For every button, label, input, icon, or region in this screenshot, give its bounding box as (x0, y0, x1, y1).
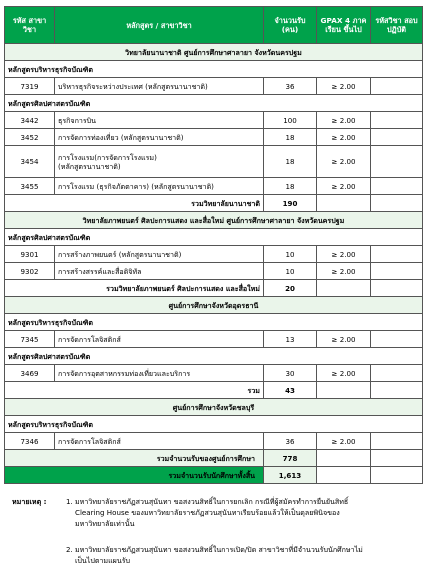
empty-cell (317, 467, 371, 484)
program-row (5, 95, 423, 112)
practical-exam-code (371, 263, 423, 280)
program-row (5, 416, 423, 433)
header-seats: จำนวนรับ (คน) (264, 7, 317, 44)
practical-exam-code (371, 365, 423, 382)
empty-cell (371, 195, 423, 212)
summary-row (5, 450, 423, 467)
program-title: หลักสูตรบริหารธุรกิจบัณฑิต (5, 314, 423, 331)
total-label: รวม (5, 382, 264, 399)
table-row (5, 331, 423, 348)
practical-exam-code (371, 246, 423, 263)
total-label: รวมวิทยาลัยนานาชาติ (5, 195, 264, 212)
empty-cell (371, 280, 423, 297)
major-name: การสร้างสรรค์และสื่อดิจิทัล (55, 263, 264, 280)
total-label: รวมวิทยาลัยภาพยนตร์ ศิลปะการแสดง และสื่อใหม่ (5, 280, 264, 297)
seat-count: 10 (264, 246, 317, 263)
empty-cell (317, 382, 371, 399)
summary-value: 778 (264, 450, 317, 467)
seat-count: 100 (264, 112, 317, 129)
gpax-requirement: ≥ 2.00 (317, 178, 371, 195)
total-value: 43 (264, 382, 317, 399)
practical-exam-code (371, 433, 423, 450)
empty-cell (371, 467, 423, 484)
practical-exam-code (371, 146, 423, 178)
total-row (5, 382, 423, 399)
note-number: 2. (66, 545, 73, 554)
major-code: 7346 (5, 433, 55, 450)
note-text: มหาวิทยาลัยราชภัฏสวนสุนันทา ขอสงวนสิทธิ์ในการยกเลิก กรณีที่ผู้สมัครทำการยืนยันสิทธิ์ Clearing House ของมหาวิทยาลัยราชภัฏสวนสุนันทาเรียบร้อยแล้วให้เป็นดุลยพินิจของมหาวิทยาลัยเท่านั้น (75, 497, 349, 528)
program-title: หลักสูตรศิลปศาสตรบัณฑิต (5, 229, 423, 246)
program-title: หลักสูตรศิลปศาสตรบัณฑิต (5, 95, 423, 112)
section-title: วิทยาลัยนานาชาติ ศูนย์การศึกษาศาลายา จังหวัดนครปฐม (5, 44, 423, 61)
header-code: รหัส สาขาวิชา (5, 7, 55, 44)
total-value: 20 (264, 280, 317, 297)
major-code: 3469 (5, 365, 55, 382)
gpax-requirement: ≥ 2.00 (317, 129, 371, 146)
major-name: การโรงแรม(การจัดการโรงแรม) (หลักสูตรนานาชาติ) (55, 146, 264, 178)
seat-count: 18 (264, 178, 317, 195)
practical-exam-code (371, 331, 423, 348)
gpax-requirement: ≥ 2.00 (317, 331, 371, 348)
seat-count: 36 (264, 433, 317, 450)
section-title: ศูนย์การศึกษาจังหวัดอุดรธานี (5, 297, 423, 314)
gpax-requirement: ≥ 2.00 (317, 78, 371, 95)
seat-count: 30 (264, 365, 317, 382)
major-name: ธุรกิจการบิน (55, 112, 264, 129)
table-row (5, 129, 423, 146)
major-name: การสร้างภาพยนตร์ (หลักสูตรนานาชาติ) (55, 246, 264, 263)
major-name: การโรงแรม (ธุรกิจภัตตาคาร) (หลักสูตรนานาชาติ) (55, 178, 264, 195)
empty-cell (371, 450, 423, 467)
program-row (5, 229, 423, 246)
major-name: การจัดการโลจิสติกส์ (55, 433, 264, 450)
seat-count: 18 (264, 129, 317, 146)
seat-count: 13 (264, 331, 317, 348)
table-row (5, 112, 423, 129)
note-text: มหาวิทยาลัยราชภัฏสวนสุนันทา ขอสงวนสิทธิ์ในการเปิด/ปิด สาขาวิชาที่มีจำนวนรับนักศึกษาไม่เป็นไปตามแผนรับ (75, 545, 363, 565)
gpax-requirement: ≥ 2.00 (317, 365, 371, 382)
major-code: 9301 (5, 246, 55, 263)
major-code: 3455 (5, 178, 55, 195)
section-title: วิทยาลัยภาพยนตร์ ศิลปะการแสดง และสื่อใหม่ ศูนย์การศึกษาศาลายา จังหวัดนครปฐม (5, 212, 423, 229)
table-row (5, 263, 423, 280)
program-title: หลักสูตรบริหารธุรกิจบัณฑิต (5, 416, 423, 433)
major-code: 3454 (5, 146, 55, 178)
gpax-requirement: ≥ 2.00 (317, 246, 371, 263)
program-row (5, 61, 423, 78)
table-row (5, 146, 423, 178)
gpax-requirement: ≥ 2.00 (317, 263, 371, 280)
seat-count: 36 (264, 78, 317, 95)
program-title: หลักสูตรบริหารธุรกิจบัณฑิต (5, 61, 423, 78)
section-title: ศูนย์การศึกษาจังหวัดชลบุรี (5, 399, 423, 416)
total-value: 190 (264, 195, 317, 212)
table-row (5, 246, 423, 263)
total-row (5, 280, 423, 297)
gpax-requirement: ≥ 2.00 (317, 146, 371, 178)
empty-cell (317, 450, 371, 467)
section-row (5, 399, 423, 416)
practical-exam-code (371, 178, 423, 195)
major-name: การจัดการโลจิสติกส์ (55, 331, 264, 348)
table-row (5, 178, 423, 195)
section-row (5, 297, 423, 314)
gpax-requirement: ≥ 2.00 (317, 433, 371, 450)
program-row (5, 348, 423, 365)
table-body (5, 44, 423, 484)
empty-cell (317, 195, 371, 212)
header-gpax: GPAX 4 ภาคเรียน ขึ้นไป (317, 7, 371, 44)
major-code: 9302 (5, 263, 55, 280)
program-row (5, 314, 423, 331)
major-name: การจัดการอุตสาหกรรมท่องเที่ยวและบริการ (55, 365, 264, 382)
table-header-row (5, 7, 423, 44)
table-row (5, 433, 423, 450)
empty-cell (317, 280, 371, 297)
seat-count: 10 (264, 263, 317, 280)
practical-exam-code (371, 78, 423, 95)
major-code: 3452 (5, 129, 55, 146)
major-name: บริหารธุรกิจระหว่างประเทศ (หลักสูตรนานาชาติ) (55, 78, 264, 95)
program-title: หลักสูตรศิลปศาสตรบัณฑิต (5, 348, 423, 365)
notes-title: หมายเหตุ : (12, 497, 47, 506)
gpax-requirement: ≥ 2.00 (317, 112, 371, 129)
major-code: 7319 (5, 78, 55, 95)
practical-exam-code (371, 129, 423, 146)
grand-value: 1,613 (264, 467, 317, 484)
header-exam: รหัสวิชา สอบปฏิบัติ (371, 7, 423, 44)
table-row (5, 365, 423, 382)
practical-exam-code (371, 112, 423, 129)
major-name: การจัดการท่องเที่ยว (หลักสูตรนานาชาติ) (55, 129, 264, 146)
admission-table (4, 6, 423, 484)
grand-row (5, 467, 423, 484)
table-row (5, 78, 423, 95)
note-number: 1. (66, 497, 73, 506)
total-row (5, 195, 423, 212)
header-program: หลักสูตร / สาขาวิชา (55, 7, 264, 44)
grand-label: รวมจำนวนรับนักศึกษาทั้งสิ้น (5, 467, 264, 484)
empty-cell (371, 382, 423, 399)
seat-count: 18 (264, 146, 317, 178)
major-code: 7345 (5, 331, 55, 348)
major-code: 3442 (5, 112, 55, 129)
section-row (5, 212, 423, 229)
section-row (5, 44, 423, 61)
summary-label: รวมจำนวนรับของศูนย์การศึกษา (5, 450, 264, 467)
